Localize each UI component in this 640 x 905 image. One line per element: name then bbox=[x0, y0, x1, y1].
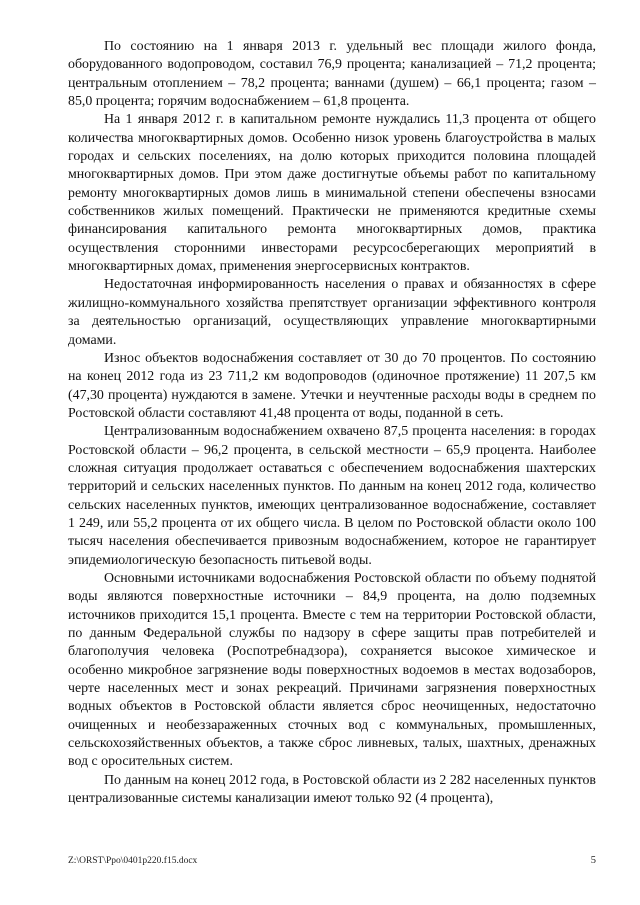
body-text bbox=[68, 38, 596, 808]
page-number: 5 bbox=[590, 855, 596, 866]
paragraph-water-sources: Основными источниками водоснабжения Ростовской области по объему поднятой воды являются поверхностные источники – 84,9 процента, на долю подземных источников приходится 15,1 процента. Вместе с тем на территории Ростовской области, по данным Федеральной службы по надзору в сфере защиты прав потребителей и благополучия человека (Роспотребнадзора), сохраняется высокое химическое и особенно микробное загрязнение воды поверхностных водоемов в местах водозаборов, черте населенных мест и зонах рекреаций. Причинами загрязнения поверхностных водных объектов в Ростовской области является сброс неочищенных, недостаточно очищенных и необеззараженных сточных вод с коммунальных, промышленных, сельскохозяйственных объектов, а также сброс ливневых, талых, шахтных, дренажных вод с оросительных систем. bbox=[68, 570, 596, 770]
paragraph-sewerage: По данным на конец 2012 года, в Ростовской области из 2 282 населенных пунктов централизованные системы канализации имеют только 92 (4 процента), bbox=[68, 772, 596, 807]
paragraph-housing-stock: По состоянию на 1 января 2013 г. удельный вес площади жилого фонда, оборудованного водопроводом, составил 76,9 процента; канализацией – 71,2 процента; центральным отоплением – 78,2 процента; ваннами (душем) – 66,1 процента; газом – 85,0 процента; горячим водоснабжением – 61,8 процента. bbox=[68, 39, 596, 110]
paragraph-capital-repair: На 1 января 2012 г. в капитальном ремонте нуждались 11,3 процента от общего количества многоквартирных домов. Особенно низок уровень благоустройства в малых городах и сельских поселениях, на долю которых приходится половина площадей многоквартирных домов. При этом даже достигнутые объемы работ по капитальному ремонту многоквартирных домов лишь в минимальной степени обеспечены взносами собственников жилых помещений. Практически не применяются кредитные схемы финансирования капитального ремонта многоквартирных домов, практика осуществления сторонними инвесторами ресурсосберегающих мероприятий в многоквартирных домах, применения энергосервисных контрактов. bbox=[68, 112, 596, 275]
footer-file-path: Z:\ORST\Ppo\0401p220.f15.docx bbox=[68, 856, 198, 866]
paragraph-water-wear: Износ объектов водоснабжения составляет от 30 до 70 процентов. По состоянию на конец 2012 года из 23 711,2 км водопроводов (одиночное протяжение) 11 207,5 км (47,30 процента) нуждаются в замене. Утечки и неучтенные расходы воды в среднем по Ростовской области составляют 41,48 процента от воды, поданной в сеть. bbox=[68, 350, 596, 421]
paragraph-awareness: Недостаточная информированность населения о правах и обязанностях в сфере жилищно-коммунального хозяйства препятствует организации эффективного контроля за деятельностью организаций, осуществляющих управление многоквартирными домами. bbox=[68, 277, 596, 348]
paragraph-water-coverage: Централизованным водоснабжением охвачено 87,5 процента населения: в городах Ростовской области – 96,2 процента, в сельской местности – 65,9 процента. Наиболее сложная ситуация продолжает оставаться с обеспечением водоснабжения шахтерских территорий и сельских населенных пунктов. По данным на конец 2012 года, количество сельских населенных пунктов, имеющих централизованное водоснабжение, составляет 1 249, или 55,2 процента от их общего числа. В целом по Ростовской области около 100 тысяч населения обеспечивается привозным водоснабжением, которое не гарантирует эпидемиологическую безопасность питьевой воды. bbox=[68, 424, 596, 568]
